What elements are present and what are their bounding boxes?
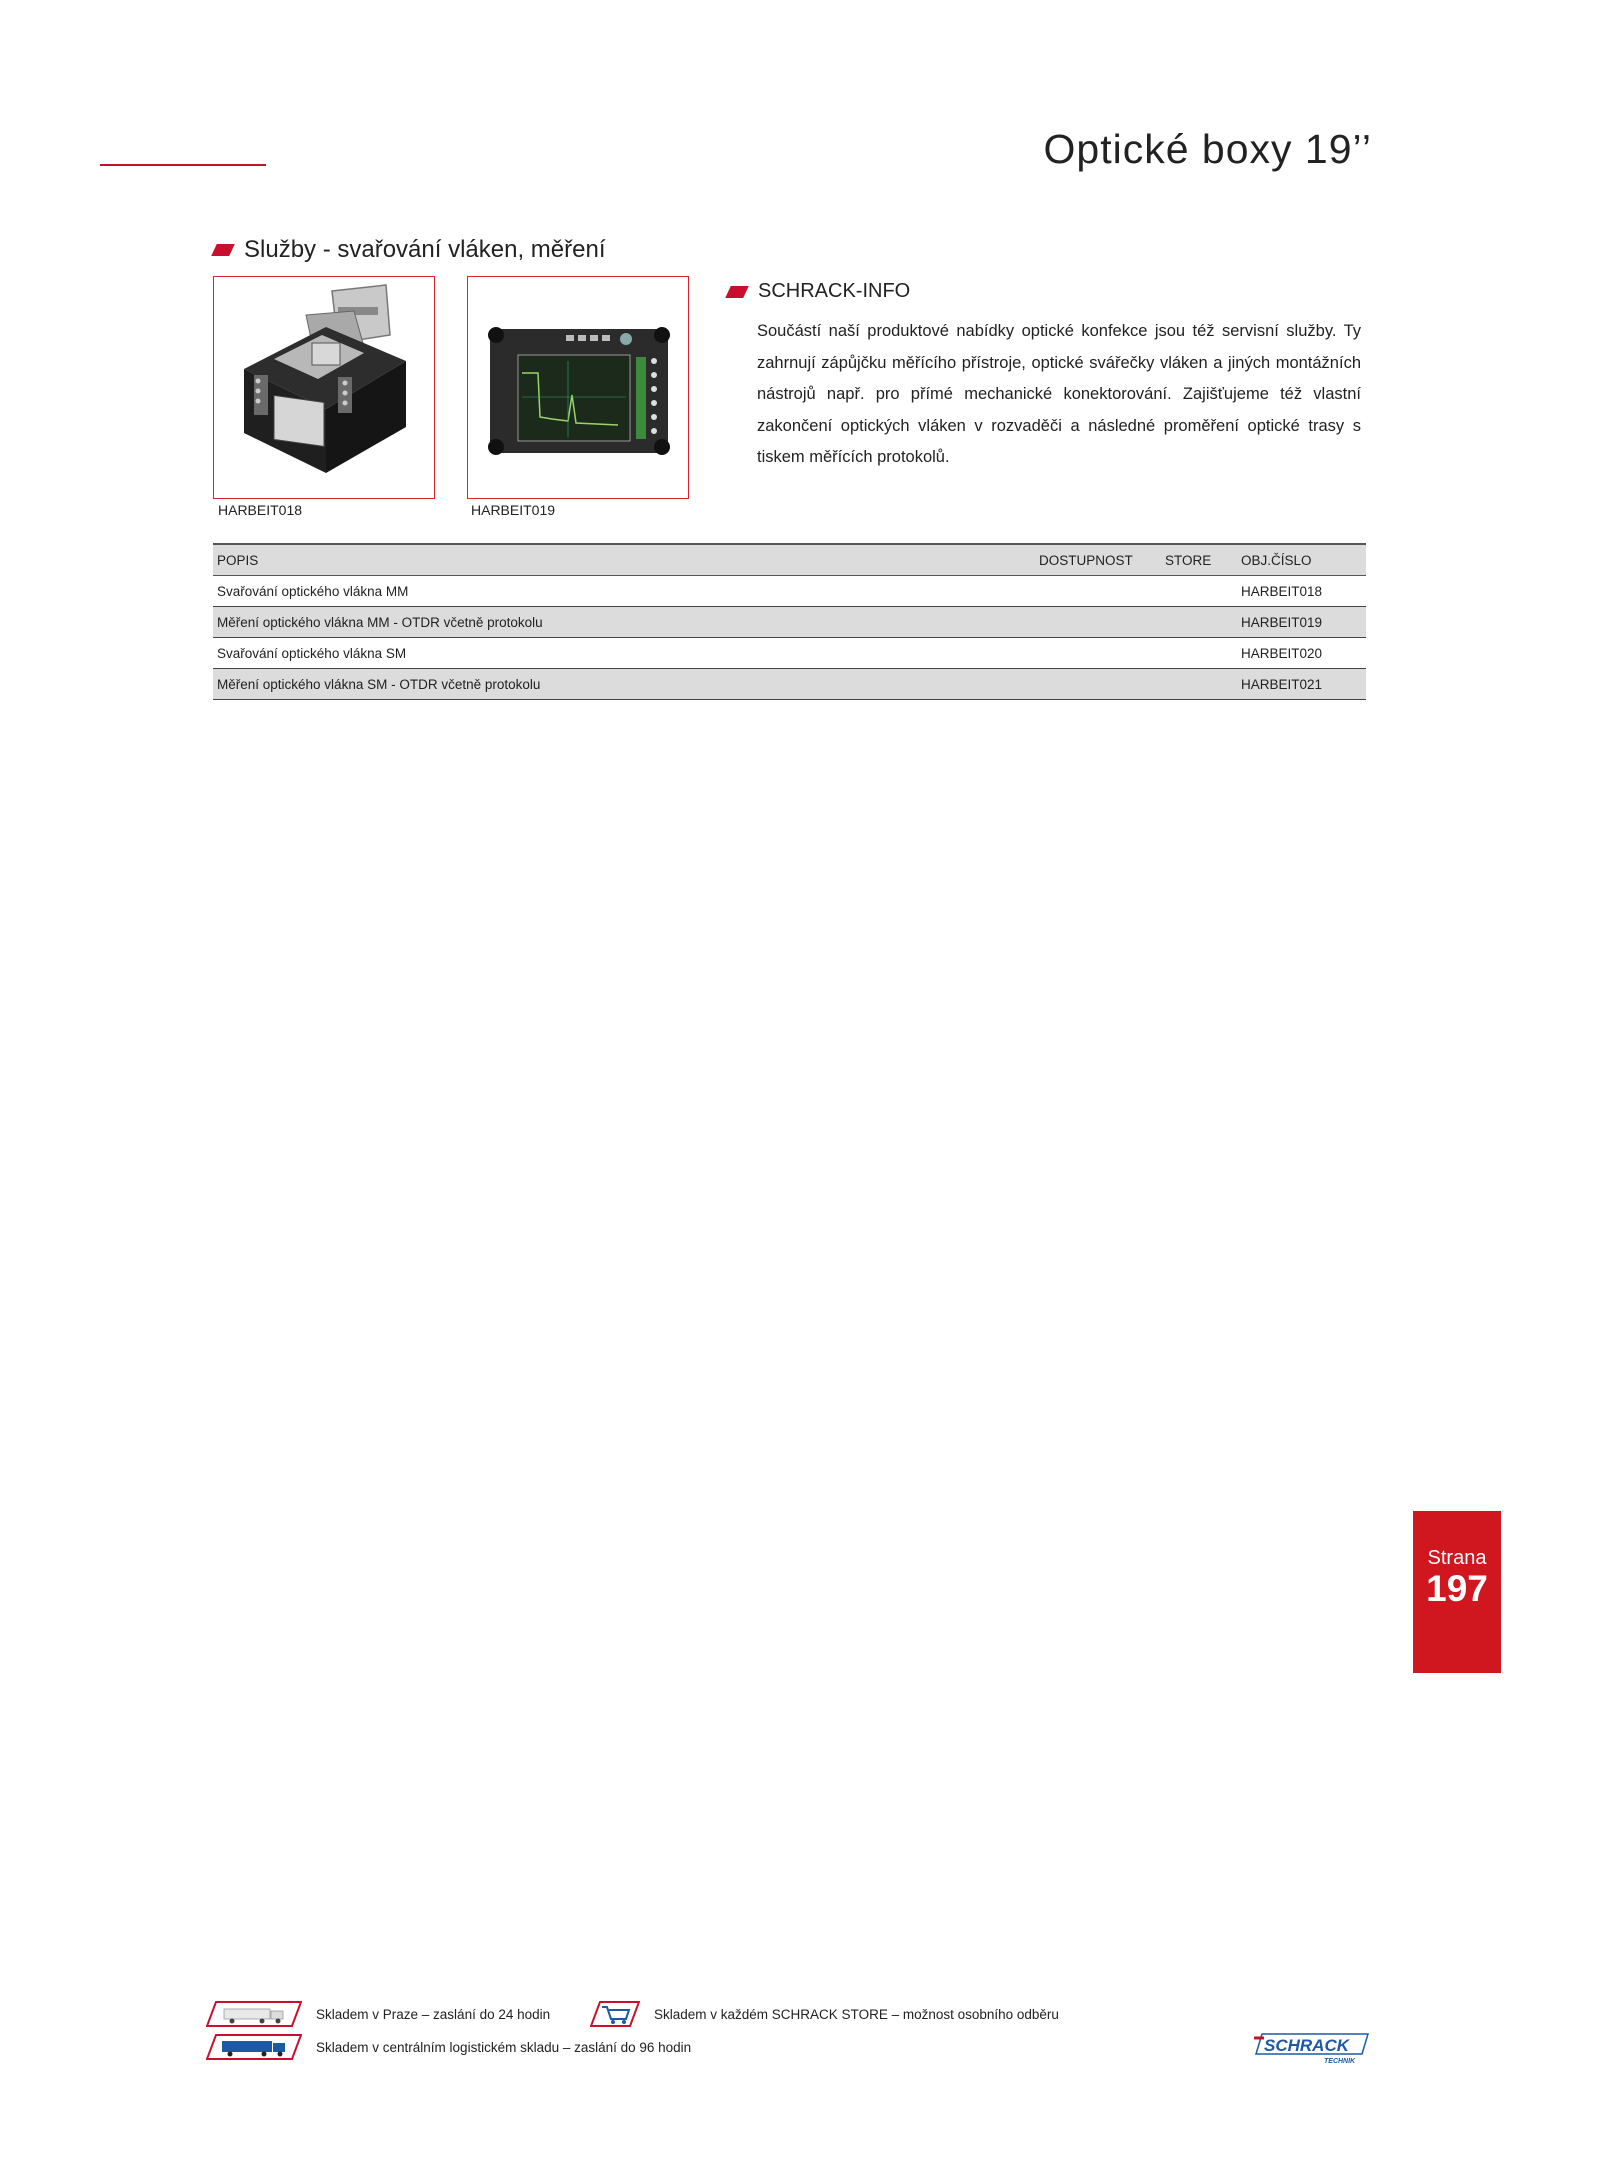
- info-paragraph: Součástí naší produktové nabídky optické konfekce jsou též servisní služby. Ty zahrnují zápůjčku měřícího přístroje, optické svářečky vláken a jiných montážních nástrojů např. pro přímé mechanické konektorování. Zajišťujeme též vlastní zakončení optických vláken v rozvaděči a následné proměření optické trasy s tiskem měřících protokolů.: [757, 322, 1361, 466]
- product-image-harbeit018: [213, 276, 435, 499]
- otdr-device-photo: [468, 277, 687, 497]
- col-header-dostupnost: DOSTUPNOST: [1035, 544, 1161, 576]
- cell-store: [1161, 607, 1237, 638]
- blue-truck-icon: [206, 2034, 302, 2060]
- legend-prague: [206, 2001, 550, 2027]
- header-rule: [100, 164, 266, 166]
- page-number-tab: [1413, 1511, 1501, 1673]
- svg-text:SCHRACK: SCHRACK: [1264, 2036, 1349, 2055]
- red-bullet-icon: [725, 286, 749, 298]
- red-bullet-icon: [211, 244, 235, 256]
- fusion-splicer-photo: [214, 277, 433, 497]
- legend-prague-text: Skladem v Praze – zaslání do 24 hodin: [316, 2006, 551, 2022]
- legend-store: [590, 2001, 1059, 2027]
- shopping-cart-icon: [590, 2001, 640, 2027]
- product-image-harbeit019: [467, 276, 689, 499]
- col-header-obj: OBJ.ČÍSLO: [1237, 544, 1366, 576]
- table-row: [213, 669, 1366, 700]
- cell-store: [1161, 669, 1237, 700]
- cell-dostupnost: [1035, 576, 1161, 607]
- cell-dostupnost: [1035, 638, 1161, 669]
- page-title: Optické boxy 19’’: [1043, 126, 1372, 172]
- col-header-popis: POPIS: [213, 544, 1035, 576]
- cell-obj: HARBEIT020: [1237, 638, 1366, 669]
- product-code-caption: HARBEIT019: [471, 502, 556, 518]
- cell-obj: HARBEIT021: [1237, 669, 1366, 700]
- cell-store: [1161, 576, 1237, 607]
- cell-popis: Svařování optického vlákna SM: [213, 638, 1035, 669]
- legend-store-text: Skladem v každém SCHRACK STORE – možnost osobního odběru: [654, 2006, 1059, 2022]
- legend-central: [206, 2034, 691, 2060]
- section-heading: [214, 236, 606, 264]
- cell-popis: Měření optického vlákna MM - OTDR včetně protokolu: [213, 607, 1035, 638]
- legend-central-text: Skladem v centrálním logistickém skladu – zaslání do 96 hodin: [316, 2039, 692, 2055]
- col-header-store: STORE: [1161, 544, 1237, 576]
- section-heading-text: Služby - svařování vláken, měření: [244, 236, 606, 263]
- cell-dostupnost: [1035, 669, 1161, 700]
- schrack-logo: [1250, 2032, 1380, 2071]
- product-code-caption: HARBEIT018: [218, 502, 303, 518]
- cell-store: [1161, 638, 1237, 669]
- svg-text:TECHNIK: TECHNIK: [1324, 2058, 1356, 2065]
- page-number: 197: [1426, 1568, 1488, 1609]
- white-truck-icon: [206, 2001, 302, 2027]
- info-heading-text: SCHRACK-INFO: [758, 280, 911, 302]
- table-row: [213, 638, 1366, 669]
- cell-popis: Měření optického vlákna SM - OTDR včetně protokolu: [213, 669, 1035, 700]
- cell-obj: HARBEIT019: [1237, 607, 1366, 638]
- product-table: [213, 543, 1366, 700]
- cell-obj: HARBEIT018: [1237, 576, 1366, 607]
- schrack-technik-logo: [1250, 2032, 1380, 2066]
- info-heading: [728, 280, 910, 303]
- cell-dostupnost: [1035, 607, 1161, 638]
- table-header-row: [213, 544, 1366, 576]
- table-row: [213, 607, 1366, 638]
- page-label: Strana: [1427, 1547, 1487, 1569]
- cell-popis: Svařování optického vlákna MM: [213, 576, 1035, 607]
- table-row: [213, 576, 1366, 607]
